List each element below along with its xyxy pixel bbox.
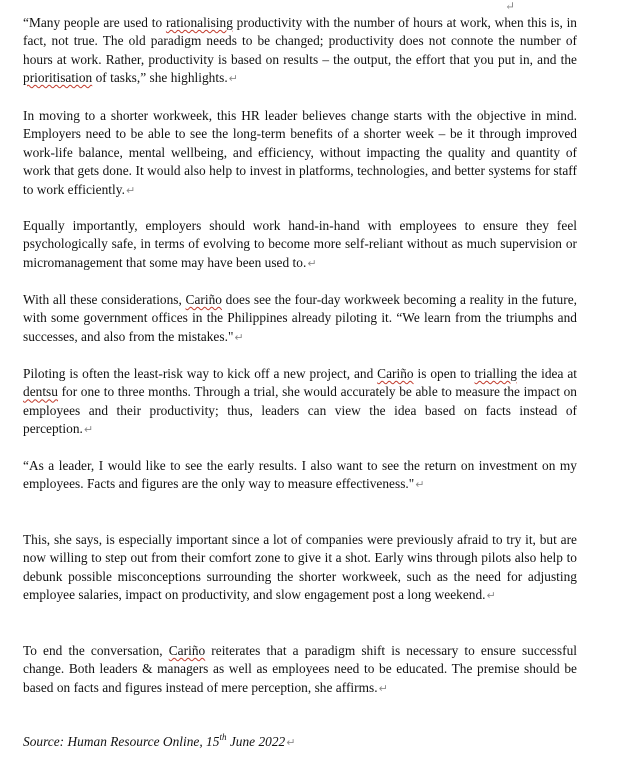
paragraph-7-text: This, she says, is especially important since a lot of companies were previously afraid to try it, but are now willing to step out from their comfort zone to give it a shot. Early wins through pilots also help to debunk possible misconceptions surrounding the shorter workweek, such as the need for adjusting employee salaries, impact on productivity, and slow engagement post a long weekend. [23, 532, 577, 603]
paragraph-6 [23, 457, 577, 495]
paragraph-mark-icon: ↵ [125, 183, 136, 197]
source-citation [23, 733, 577, 752]
paragraph-mark-icon: ↵ [234, 330, 244, 344]
paragraph-1-text-c: productivity with the number of hours at work, when this is, in fact, not true. The old paradigm needs to be changed; productivity does not connote the number of hours at work. Rather, productivity is based on results – the output, the effort that you put in, and the [23, 15, 577, 67]
spellcheck-word-carino: Cariño [377, 366, 414, 381]
spellcheck-word-carino: Cariño [168, 643, 206, 658]
source-citation-date: June 2022 [226, 734, 286, 749]
paragraph-8-text-a: To end the conversation, [23, 643, 169, 658]
paragraph-1-text-e: of tasks,” she highlights. [92, 70, 228, 86]
paragraph-4-text-a: With all these considerations, [23, 292, 186, 307]
spellcheck-word-carino: Cariño [185, 292, 222, 307]
paragraph-6-text: “As a leader, I would like to see the early results. I also want to see the return on investment on my employees. Facts and figures are the only way to measure effectiveness." [23, 458, 577, 492]
paragraph-5-text-g: for one to three months. Through a trial, she would accurately be able to measure the impact on employees and their productivity; thus, leaders can view the idea based on facts instead of perception. [23, 384, 577, 437]
paragraph-mark-icon: ↵ [486, 589, 496, 603]
paragraph-mark-icon: ↵ [83, 423, 94, 437]
paragraph-5 [23, 365, 577, 440]
spellcheck-word-trialling: trialling [474, 366, 517, 381]
source-citation-superscript: th [219, 732, 227, 742]
paragraph-3 [23, 217, 577, 273]
paragraph-5-text-c: is open to [413, 366, 475, 381]
paragraph-7 [23, 531, 577, 606]
paragraph-4 [23, 291, 577, 347]
paragraph-1-text-a: “Many people are used to [23, 15, 166, 30]
paragraph-1 [23, 14, 577, 89]
paragraph-mark-icon: ↵ [307, 256, 317, 270]
paragraph-5-text-e: the idea at [516, 366, 577, 381]
paragraph-mark-icon: ↵ [505, 0, 516, 13]
spellcheck-word-prioritisation: prioritisation [23, 70, 93, 86]
document-page [23, 0, 577, 765]
source-citation-text: Source: Human Resource Online, 15 [23, 734, 220, 749]
paragraph-4-text-c: does see the four-day workweek becoming a reality in the future, with some government offices in the Philippines already piloting it. “We learn from the triumphs and successes, and also from the mistakes." [23, 292, 578, 344]
paragraph-8 [23, 642, 577, 698]
spellcheck-word-dentsu: dentsu [23, 384, 58, 400]
paragraph-mark-icon: ↵ [415, 478, 425, 492]
paragraph-mark-icon: ↵ [378, 681, 388, 695]
paragraph-8-text-c: reiterates that a paradigm shift is necessary to ensure successful change. Both leaders & managers as well as employees need to be educated. The premise should be based on facts and figures instead of mere perception, she affirms. [23, 643, 577, 695]
paragraph-2-text: In moving to a shorter workweek, this HR leader believes change starts with the objective in mind. Employers need to be able to see the long-term benefits of a shorter week – be it through improved work-life balance, mental wellbeing, and efficiency, without impacting the quality and quantity of work that gets done. It would also help to invest in platforms, technologies, and better systems for staff to work efficiently. [23, 108, 577, 197]
paragraph-mark-icon: ↵ [286, 736, 296, 749]
paragraph-mark-icon: ↵ [228, 72, 238, 86]
paragraph-3-text: Equally importantly, employers should work hand-in-hand with employees to ensure they feel psychologically safe, in terms of evolving to become more self-reliant without as much supervision or micromanagement that some may have been used to. [23, 218, 577, 270]
paragraph-2 [23, 107, 577, 200]
paragraph-5-text-a: Piloting is often the least-risk way to kick off a new project, and [23, 366, 378, 381]
spellcheck-word-rationalising: rationalising [165, 15, 233, 30]
